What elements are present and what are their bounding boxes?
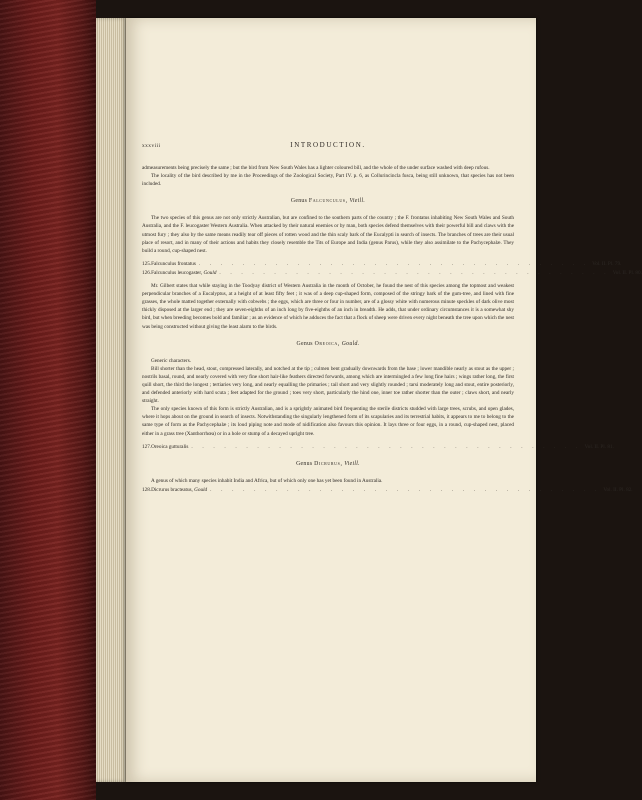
book-cover-binding xyxy=(0,0,96,800)
genus-author: Gould. xyxy=(341,340,360,347)
falcunculus-paragraph: The two species of this genus are not only strictly Australian, but are confined to the southern parts of the country ; the F. frontatus inhabiting New South Wales and South Australia, and the F. leucogaster Western Australia. When attacked by their natural enemies or by man, both species defend themselves with their powerful bill and claws with the utmost fury ; they also by the same means readily tear off pieces of rotten wood and the thin scaly bark of the Eucalypti in search of insects. The branches of trees are their usual place of resort, and in many of their actions and habits they closely resemble the Tits of Europe and India (genus Parus), while they also assimilate to the Pachycephalæ. They build a round, cup-shaped nest. xyxy=(142,215,514,254)
entry-number: 126. xyxy=(142,269,152,276)
leader-dots: . . . . . . . . . . . . . . . . . . . . . . . . . . . . . . . . . . . . xyxy=(198,260,590,267)
oreoica-characters-paragraph: Bill shorter than the head, stout, compressed laterally, and notched at the tip ; culmen bent gradually downwards from the base ; lower mandible nearly as stout as the upper ; nostrils basal, round, and nearly covered with very fine short hair-like feathers directed forwards, among which are intermingled a few long fine hairs ; wings rather long, the first quill short, the third the longest ; tertiaries very long, and nearly equalling the primaries ; tail short and very slightly rounded ; tarsi moderately long and stout, entire posteriorly, and defended anteriorly with hard scuta ; feet adapted for the ground ; toes very short, particularly the hind one, inner toe rather shorter than the outer ; claws short, and nearly straight. xyxy=(142,365,514,405)
running-header xyxy=(142,141,514,153)
page-text-block xyxy=(142,141,642,495)
genus-label: Genus xyxy=(290,198,308,205)
dicrurus-paragraph: A genus of which many species inhabit India and Africa, but of which only one has yet been found in Australia. xyxy=(151,477,383,484)
intro-paragraph-1: admeasurements being precisely the same ; but the bird from New South Wales has a lighter coloured bill, and the whole of the under surface washed with deep rufous. xyxy=(142,165,490,171)
species-entry xyxy=(142,443,614,451)
page-edges xyxy=(96,18,126,782)
genus-heading-oreoica xyxy=(142,340,514,348)
entry-name: Oreoica gutturalis xyxy=(151,443,189,450)
generic-characters-heading: Generic characters. xyxy=(151,357,192,364)
entry-plate-ref: Vol. II. Pl. 80. xyxy=(612,269,642,276)
genus-name: Dicrurus, xyxy=(314,460,343,467)
leader-dots: . . . . . . . . . . . . . . . . . . . . . . . . . . . . . . . . . . . . xyxy=(210,486,601,493)
genus-label: Genus xyxy=(296,340,313,347)
genus-heading-falcunculus xyxy=(142,197,514,205)
entry-number: 128. xyxy=(142,486,152,493)
species-entry xyxy=(142,486,633,494)
genus-name: Oreoica, xyxy=(314,340,340,347)
species-entry xyxy=(142,260,622,268)
intro-paragraph-2: The locality of the bird described by me in the Proceedings of the Zoological Society, Part IV. p. 6, as Collurincincla fusca, being still unknown, that species has not been included. xyxy=(142,173,514,188)
genus-name: Falcunculus, xyxy=(308,198,348,205)
leader-dots: . . . . . . . . . . . . . . . . . . . . . . . . . . . . . . . . . . . . xyxy=(219,269,610,276)
entry-name: Falcunculus frontatus xyxy=(151,260,196,267)
gilbert-paragraph: Mr. Gilbert states that while staying in the Toodyay district of Western Australia in the month of October, he found the nest of this species among the topmost and weakest perpendicular branches of a Eucalyptus, at a height of at least fifty feet ; it was of a deep cup-shaped form, composed of the stringy bark of the gum-tree, and lined with fine grasses, the whole matted together externally with cobwebs ; the eggs, which are three or four in number, are of a glossy white with numerous minute speckles of dark olive most thickly disposed at the larger end ; they are seven-eighths of an inch long by five-eighths of an inch in breadth. He adds, that under ordinary circumstances it is a somewhat shy bird, but when breeding becomes bold and familiar ; as an evidence of which he adduces the fact that a flock of sheep were driven every night beneath the tree upon which the nest was being constructed without giving the least alarm to the birds. xyxy=(142,283,514,330)
entry-name: Dicrurus bracteatus, Gould xyxy=(151,486,208,493)
genus-author: Vieill. xyxy=(344,460,360,467)
entry-plate-ref: Vol. II. Pl. 79. xyxy=(592,260,622,267)
species-entry xyxy=(142,269,642,277)
entry-plate-ref: Vol. II. Pl. 81. xyxy=(584,443,614,450)
entry-number: 125. xyxy=(142,260,152,267)
page-number: xxxviii xyxy=(142,143,161,149)
oreoica-paragraph: The only species known of this form is strictly Australian, and is a sprightly animated bird frequenting the sterile districts studded with large trees, scrubs, and open glades, where it hops about on the ground in search of insects. Notwithstanding the singularly lengthened form of its scapularies and its terrestrial habits, it appears to me to belong to the same type of form as the Pachycephalæ ; its loud piping note and mode of nidification also favours this opinion. It lays three or four eggs, in a round, cup-shaped nest, placed either in a grass tree (Xanthorrhœa) or in a hole or stump of a decayed upright tree. xyxy=(142,406,514,437)
entry-number: 127. xyxy=(142,443,152,450)
entry-plate-ref: Vol. II. Pl. 82. xyxy=(603,486,633,493)
leader-dots: . . . . . . . . . . . . . . . . . . . . . . . . . . . . . . . . . . . . xyxy=(191,443,582,450)
genus-heading-dicrurus xyxy=(142,460,514,468)
genus-author: Vieill. xyxy=(349,198,366,205)
running-title: INTRODUCTION. xyxy=(290,141,366,149)
genus-label: Genus xyxy=(296,460,313,467)
book-page xyxy=(126,18,642,782)
entry-name: Falcunculus leucogaster, Gould xyxy=(151,269,217,276)
